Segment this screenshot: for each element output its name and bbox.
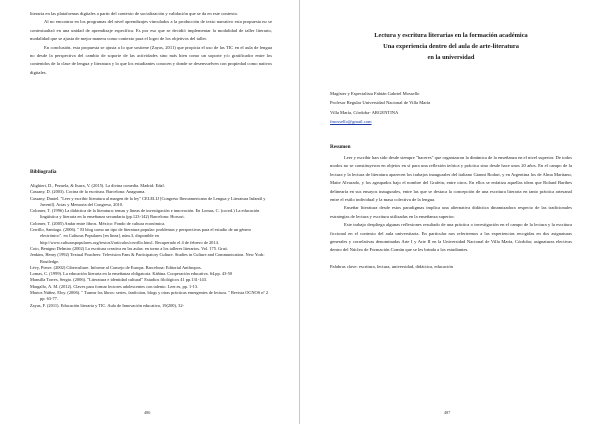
bibliography-entry: Jenkins, Henry (1992) Textual Poachers: Television Fans & Participatory Culture. Studies in Culture and Communication. New York: Routledge. (30, 252, 265, 264)
author-block (330, 90, 572, 127)
bibliography-entry: Martos Núñez, Eloy. (2006). " Tunear los libros: series, fanfiction, blogs y otras prácticas emergentes de lectura. " Revista OCNOS nº 2 pp. 63-77. (30, 290, 269, 302)
left-paragraph: En conclusión, esta propuesta se ajusta a lo que sostiene (Zayas, 2011) que propicia el uso de las TIC en el aula de lengua no desde la perspectiva del cambio de soporte de las actividades sino más bien como un soporte y/o gratificador entre los contenidos de la clase de lengua y literatura y lo que los estudiantes conocen y donde se desenvuelven con propiedad como nativos digitales. (30, 44, 272, 75)
bibliography-entry: Colomer, T. (2005) Andar entre libros. México: Fondo de cultura económica. (30, 220, 166, 226)
resumen-paragraph: Este trabajo despliega algunas reflexiones resultado de una práctica o investigación en el campo de la lectura y la escritura ficcional en el contexto del aula universitaria. En particular nos referiremos a las experiencias recogidas en dos asignaturas generales y correlativas denominadas Arte I y Arte II en la Universidad Nacional de Villa María, Córdoba; asignaturas electivas dentro del Núcleo de Formación Común que se les brinda a los estudiantes. (330, 222, 572, 253)
bibliography-entry: Lévy, Pierre. (2002) Ciberculture. Informe al Consejo de Europa. Barcelona: Editorial Anthropos. (30, 264, 202, 270)
right-page (300, 0, 600, 424)
left-paragraph: Al no encontrar en los programas del nivel aprendizajes vinculados a la producción de texto narrativo esta propuesta no se contextualizó en una unidad de aprendizaje específica. Es por eso que se decidió implementar la modalidad de taller literario, modalidad que se ajusta de mejor manera como contexto para el logro de los objetivos del taller. (30, 19, 272, 42)
bibliography-entry: Zayas, F. (2011). Educación literaria y TIC. Aula de Innovación educativa, 19(200), 32- (30, 302, 185, 308)
author-line: Villa María, Córdoba- ARGENTINA (330, 109, 399, 115)
bibliography-entry: Lomas, C. (1999). La educación literaria en la enseñanza obligatoria. Káñina. Cooperación educativa. 64.pp. 43-50 (30, 271, 233, 277)
bibliography-entry: Cassany, D. (2003). Cocina de la escritura. Barcelona: Anagrama. (30, 189, 146, 195)
page-number: 487 (444, 410, 451, 415)
author-email-link[interactable]: fmossello@gmail.com (330, 119, 372, 125)
keywords-line: Palabras clave: escritura, lectura, universidad, didáctica, educación (330, 263, 453, 269)
bibliography-heading: Bibliografía (30, 169, 57, 175)
title-line: en la universidad (427, 54, 475, 61)
bibliography-entry: Margallo, A. M. (2012). Claves para formar lectores adolescentes con talento. Leer.es, pp. 1-13. (30, 283, 199, 289)
bibliography-entry: Cassany, Daniel. "Leer y escribir literatura al margen de la ley" CELELIJ [Congreso Iberoamericano de Lengua y Literatura Infantil y Juvenil]. Actas y Memoria del Congreso, 2010. (30, 195, 266, 207)
bibliography-entry: Alighieri, D., Pezuela, & Iturra, V. (2015). La divina comedia. Madrid: Edaf. (30, 183, 165, 188)
resumen-heading: Resumen (330, 144, 351, 150)
article-title (330, 30, 572, 63)
resumen-paragraph: Leer y escribir han sido desde siempre "haceres" que organizaron la dinámica de la enseñanza en el nivel superior. De todos modos no se constituyeron en objetos en sí para una reflexión teórica y práctica sino desde hace unos 20 años. En el campo de la lectura y la lectura de literatura aparecen los trabajos inaugurales del italiano Gianni Rodari, y en Argentina los de Alma Maritano, Maite Alvarado, y los agrupados bajo el nombre del Grafein, entre otros. En ellos se enfatiza aquellas ideas que Roland Barthes delinearía en sus ensayos inaugurales, entre las que se destaca la concepción de una escritura literaria en tanto práctica artesanal entre el estilo individual y la masa colectiva de la lengua. (330, 155, 572, 203)
bibliography-entry: Cerrillo, Santiago. (2006). " El blog como un tipo de literatura popular: problemas y perspectivas para el estudio de un género electrónico". en Culturas Populares [en línea], núm.3, disponible en http://www.culturaspopulares.org/textos3/articulos/cerrillo.htm1. Recuperado el 4 de febrero de 2014. (30, 227, 252, 245)
left-paragraph: literaria en las plataformas digitales a partir del contexto de socialización y validación que se da en este contexto. (30, 11, 239, 16)
bibliography-list (30, 183, 272, 309)
resumen-body (330, 154, 572, 271)
title-line: Una experiencia dentro del aula de arte-literatura (383, 43, 519, 50)
author-line: Magíster y Especialista Fabián Gabriel Mossello (330, 91, 420, 96)
author-line: Profesor Regular Universidad Nacional de Villa María (330, 100, 431, 106)
bibliography-entry: Mansilla Torres, Sergio. (2006). "Literatura e identidad cultural" Estudios filológicos 41 pp.131-143. (30, 277, 207, 283)
left-body-text (30, 10, 272, 77)
page-number: 486 (144, 410, 151, 415)
resumen-paragraph: Enseñar literatura desde estos paradigmas implica una alternativa didáctica dinamizadora respecto de las tradicionales estrategias de lectura y escritura utilizadas en la enseñanza superior. (330, 205, 572, 219)
bibliography-entry: Coto, Benigno Delmiro (2002) La escritura creativa en las aulas: en torno a los talleres literarios. Vol. 175. Graó. (30, 245, 228, 251)
bibliography-entry: Colomer, T. (1996) La didáctica de la literatura: temas y líneas de investigación e innovación. En Lomas, C. (coord.) La educación lingüística y literaria en la enseñanza secundaria (pp.123-142) Barcelona: Horsori. (30, 208, 260, 220)
title-line: Lectura y escritura literarias en la formación académica (374, 32, 528, 39)
